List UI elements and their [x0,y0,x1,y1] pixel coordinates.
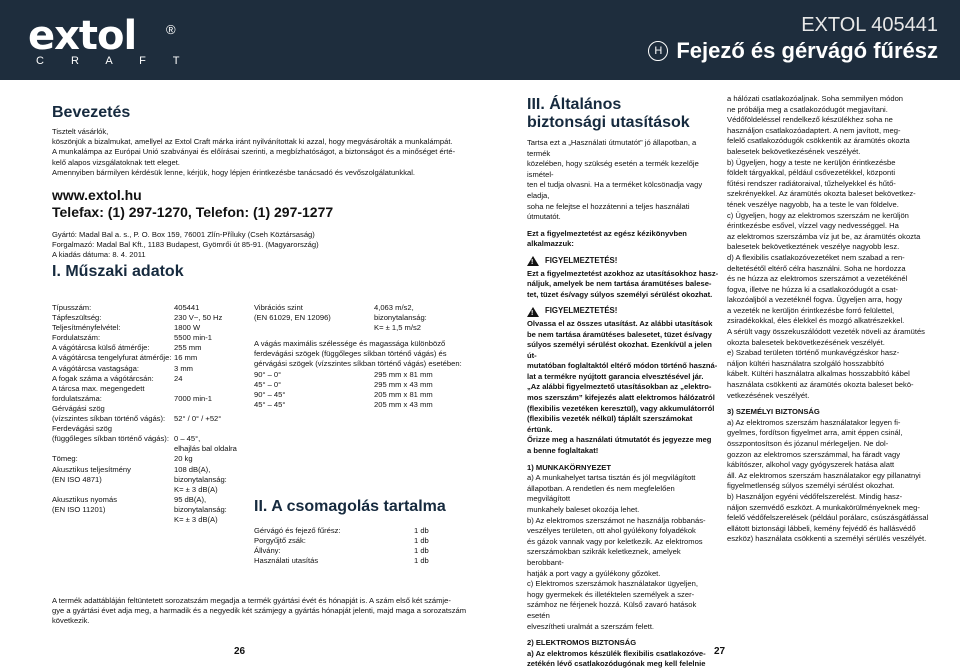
text-line: Tartsa ezt a „Használati útmutatót” jó állapotban, a termék [527,138,697,158]
warning-label: ! FIGYELMEZTETÉS! [527,306,719,317]
text-line: érintkezésbe esővel, vízzel vagy nedvességgel. Ha [727,221,899,231]
table-row [52,444,274,454]
section-subheading: 3) SZEMÉLYI BIZTONSÁG [727,407,820,417]
text-line: ne próbálja meg a csatlakozódugót megjavítani. [727,104,888,114]
text-line: a benne foglaltakat! [527,446,599,456]
manufacturer-line: Gyártó: Madal Bal a. s., P. O. Box 159, 76001 Zlín-Příluky (Cseh Köztársaság) [52,230,315,240]
row-value: 230 V~, 50 Hz [174,313,223,323]
row-value: 1 db [414,556,429,566]
row-label: A vágótárcsa vastagsága: [52,363,139,373]
text-line: c) Elektromos szerszámok használatakor ügyeljen, [527,579,698,589]
row-value [174,424,274,434]
row-value: 295 mm x 81 mm [374,369,433,379]
section-subheading: 1) MUNKAKÖRNYEZET [527,462,611,472]
row-value: 1 db [414,526,429,535]
table-row [52,343,274,353]
text-line: a hálózati csatlakozóaljnak. Soha semmilyen módon [727,94,904,103]
footer-text: A termék adattábláján feltüntetett sorozatszám megadja a termék gyártási évét és hónapját is. A szám első két számje- [52,596,451,605]
row-value: 1800 W [174,323,201,333]
right-column-2 [727,94,941,545]
text-line: Védőföldeléssel rendelkező készülékhez soha ne [727,115,893,125]
page-header [0,0,960,80]
intro-text: Amennyiben bármilyen kérdésük lenne, kérjük, hogy lépjen érintkezésbe tanácsadó és vevőszolgálatunkkal. [52,167,416,177]
cut-text: gérvágási szögek (vízszintes síkban történő vágás) esetében: [254,359,462,369]
row-value: 20 kg [174,454,193,464]
row-label: Ferdevágási szög [52,424,112,434]
row-label: Tömeg: [52,454,78,464]
table-row [254,526,434,536]
text-line: balesetek bekövetkeztének veszélye nagyobb lesz. [727,242,900,252]
text-line: náljon szemvédő eszközt. A munkakörülményeknek meg- [727,502,920,512]
table-row [52,424,274,434]
distributor-line: Forgalmazó: Madal Bal Kft., 1183 Budapest, Gyömrői út 85-91. (Magyarország) [52,240,319,250]
table-row [52,485,274,495]
text-line: Olvassa el az összes utasítást. Az alábbi utasítások [527,318,713,328]
row-label: Fordulatszám: [52,333,101,343]
text-line: alkalmazzuk: [527,239,574,249]
text-line: állapotban. A rendetlen és nem megfelelően megvilágított [527,483,675,504]
text-line: náljuk, amelyek be nem tartása áramütéses balese- [527,279,712,289]
row-label [52,485,174,495]
table-row [52,505,274,515]
intro-text: kelő alapos vizsgálatoknak tett eleget. [52,157,180,167]
row-label: 90° – 0° [254,369,282,379]
text-line: elveszítheti uralmát a szerszám felett. [527,621,655,631]
row-value: 205 mm x 43 mm [374,399,433,409]
row-label: Állvány: [254,546,281,556]
text-line: kábelt. Kültéri használatra alkalmas hosszabbító kábel [727,369,910,379]
row-value: 7000 min-1 [174,393,212,403]
text-line: ellátott biztonsági lábbeli, kemény fejvédő és hallásvédő [727,523,916,533]
cut-table [254,370,464,410]
text-line: fogva, illetve ne húzza ki a csatlakozódugót a csat- [727,284,898,294]
text-line: soha ne felejtse el hozzátenni a teljes használati útmutatót. [527,201,690,222]
intro-text: köszönjük a bizalmukat, amellyel az Extol Craft márka iránt nyilvánítottak ki azzal, hogy megvásárolták a munkalámpát. [52,137,453,147]
text-line: tet, tüzet és/vagy súlyos személyi sérülést okozhat. [527,289,713,299]
row-label: Akusztikus nyomás [52,494,117,504]
text-line: mutatóban foglaltaktól eltérő módon történő haszná- [527,361,718,371]
product-title: Fejező és gérvágó fűrész [676,38,938,63]
text-line: az elektromos szerszámba víz jut be, az áramütés okozta [727,231,921,241]
table-row [52,515,274,525]
text-line: Őrizze meg a használati útmutatót és jegyezze meg [527,435,712,445]
serial-note [52,596,482,626]
row-value: 1 db [414,536,429,546]
text-line: (flexibilis vezetéken keresztül), vagy akkumulátorról [527,403,715,413]
row-value: 295 mm x 43 mm [374,379,433,389]
text-line: zetékén lévő csatlakozódugónak meg kell felelnie [527,659,706,669]
row-label: Tápfeszültség: [52,313,102,323]
table-row [52,454,274,464]
table-row [254,380,464,390]
text-line: b) Használjon egyéni védőfelszerelést. Mindig hasz- [727,491,903,501]
row-value: 255 mm [174,343,202,353]
extol-logo: extol [28,13,137,59]
text-line: súlyos személyi sérülést okozhat. Ezenkívül a jelen út- [527,340,712,360]
text-line: szekrényekkel. Az áramütés okozta baleset bekövetkez- [727,189,916,199]
text-line: veszélyes területen, ott ahol gyúlékony folyadékok [527,526,696,536]
spec-row [254,323,464,333]
right-page [527,96,690,132]
row-value: bizonytalanság: [174,504,227,514]
text-line: közelében, hogy szükség esetén a termék kezelője ismétel- [527,159,699,179]
table-row [52,353,274,363]
spec-row [254,303,464,313]
text-line: munkahely baleset okozója lehet. [527,505,640,514]
row-label: (EN ISO 4871) [52,474,102,484]
vib-value: 4,063 m/s2, [374,303,414,312]
text-line: felelő védőfelszerelések (például porálarc, csúszásgátlással [727,513,929,523]
table-row [254,390,464,400]
warning-triangle-icon: ! [527,256,539,266]
text-line: földelt tárgyakkal, például csővezetékkel, központi [727,168,896,178]
tech-data-heading: I. Műszaki adatok [52,262,184,280]
text-line: lat a termékre nyújtott garancia elvesztésével jár. [527,371,704,381]
row-value: 108 dB(A), [174,464,211,474]
row-label [52,515,174,525]
row-label: (EN ISO 11201) [52,504,106,514]
text-line: a) Az elektromos szerszám használatakor legyen fi- [727,417,901,427]
text-line: b) Az elektromos szerszámot ne használja robbanás- [527,515,706,525]
section-subheading: 2) ELEKTROMOS BIZTONSÁG [527,638,637,648]
left-page [52,104,482,281]
row-value: 205 mm x 81 mm [374,389,433,399]
warning-triangle-icon: ! [527,307,539,317]
text-line: hogy gyermekek és illetéktelen személyek a szer- [527,589,695,599]
vibration-block [254,303,464,410]
text-line: lakozóaljból a vezetéknél fogva. Ügyeljen arra, hogy [727,295,903,305]
table-row [52,374,274,384]
text-line: eszköz) használata csökkenti a személyi sérülés veszélyét. [727,534,927,544]
table-row [254,400,464,410]
row-label: Gérvágó és fejező fűrész: [254,526,341,535]
table-row [52,414,274,424]
row-value: 16 mm [174,353,198,363]
row-label: A fogak száma a vágótárcsán: [52,373,154,383]
intro-heading: Bevezetés [52,104,131,121]
vib-value: K= ± 1,5 m/s2 [374,323,422,333]
row-value: K= ± 3 dB(A) [174,484,218,494]
text-line: A sérült vagy összekuszálódott vezeték növeli az áramütés [727,327,925,337]
text-line: e) Szabad területen történő munkavégzéskor hasz- [727,348,900,358]
right-column-1 [527,138,719,670]
text-line: használata csökkenti az áramütés okozta baleset bekö- [727,380,914,390]
page-number-left: 26 [234,646,246,657]
text-line: gyelmes, fordítson figyelmet arra, amit éppen csinál, [727,428,903,438]
vib-label: Vibrációs szint [254,303,303,312]
text-line: deltetésétől eltérő célra használni. Soha ne hordozza [727,263,906,273]
text-line: és gázok vannak vagy por keletkezik. Az elektromos [527,536,703,546]
page-number-right: 27 [714,646,726,657]
row-value: 52° / 0° / +52° [174,414,222,424]
row-label: Gérvágási szög [52,403,105,413]
row-value: 95 dB(A), [174,494,207,504]
text-line: a) Az elektromos készülék flexibilis csatlakozóve- [527,648,706,658]
table-row [52,303,274,313]
text-line: fűtési rendszer radiátoraival, tűzhelyekkel és hűtő- [727,178,896,188]
text-line: használjon csatlakozóadaptert. A nem javított, meg- [727,125,901,135]
table-row [52,495,274,505]
text-line: okozta balesetek bekövetkezésének veszélyét. [727,337,885,347]
text-line: szerszámokban szikrák keletkeznek, amelyek berobbant- [527,547,681,567]
row-value: 24 [174,373,183,383]
safety-heading: III. Általános [527,96,622,113]
text-line: összpontosítson és józanul mérlegeljen. Ne dol- [727,439,889,448]
text-line: Ezt a figyelmeztetést az egész kézikönyvben [527,228,687,238]
footer-text: gye a gyártási évet adja meg, a harmadik és a negyedik két számjegy a gyártás hónapját jelenti, majd maga a sorozatszám következik. [52,606,467,626]
row-value: 405441 [174,303,200,312]
row-label: 90° – 45° [254,389,286,399]
text-line: hatják a port vagy a gyúlékony gőzöket. [527,568,661,578]
table-row [52,313,274,323]
row-value: elhajlás bal oldalra [174,444,237,454]
title-row [648,38,938,64]
table-row [254,370,464,380]
cut-text: A vágás maximális szélessége és magassága különböző [254,339,446,349]
cut-text: ferdevágási szögek (függőleges síkban történő vágás) és [254,349,447,359]
package-heading: II. A csomagolás tartalma [254,498,446,515]
table-row [254,556,434,566]
row-label: Teljesítményfelvétel: [52,323,121,333]
table-row [52,475,274,485]
text-line: náljon kültéri használatra szolgáló hosszabbító [727,358,885,368]
text-line: b) Ügyeljen, hogy a teste ne kerüljön érintkezésbe [727,157,896,167]
text-line: számhoz ne férjenek hozzá. Külső zavaró hatások esetén [527,600,697,620]
row-value: 5500 min-1 [174,333,212,343]
table-row [254,536,434,546]
phone-line: Telefax: (1) 297-1270, Telefon: (1) 297-1277 [52,204,334,221]
text-line: áll. Az elektromos szerszám használatakor egy pillanatnyi [727,470,921,480]
table-row [52,404,274,414]
row-label: fordulatszáma: [52,393,102,403]
row-label: A vágótárcsa külső átmérője: [52,343,150,353]
text-line: mos szerszám” kifejezés alatt elektromos hálózatról [527,393,715,403]
model-number: EXTOL 405441 [801,14,938,36]
row-label: (vízszintes síkban történő vágás): [52,414,166,424]
vib-value: bizonytalanság: [374,313,427,323]
text-line: d) A flexibilis csatlakozóvezetéket nem szabad a ren- [727,252,905,262]
text-line: ten el tudja olvasni. Ha a terméket kölcsönadja vagy eladja, [527,180,703,200]
table-row [52,465,274,475]
text-line: felelő csatlakozódugók csökkentik az áramütés okozta [727,136,910,146]
text-line: be nem tartása áramütéses balesetet, tüzet és/vagy [527,329,712,339]
warning-label: ! FIGYELMEZTETÉS! [527,256,719,267]
text-line: kábítószer, alkohol vagy gyógyszerek hatása alatt [727,460,895,470]
text-line: (flexibilis vezeték nélkül) táplált szerszámokat értünk. [527,414,693,434]
logo-craft-text: C R A F T [36,55,192,67]
text-line: a vezeték ne kerüljön érintkezésbe forró felülettel, [727,305,895,315]
text-line: „Az alábbi figyelmeztető utasításokban az „elektro- [527,382,712,392]
website-link[interactable]: www.extol.hu [52,187,142,204]
row-label: A tárcsa max. megengedett [52,383,145,393]
table-row [52,364,274,374]
row-label: 45° – 0° [254,379,282,389]
row-value: 1 db [414,546,429,556]
spec-table [52,303,274,525]
package-table [254,526,434,566]
issue-date: A kiadás dátuma: 8. 4. 2011 [52,250,146,260]
table-row [52,434,274,444]
text-line: figyelmetlenség súlyos személyi sérülést okozhat. [727,481,895,491]
safety-heading: biztonsági utasítások [527,114,690,131]
row-value: K= ± 3 dB(A) [174,514,218,524]
language-badge: H [648,41,668,61]
table-row [52,394,274,404]
text-line: és ne húzza az elektromos szerszámot a vezetékénél [727,274,908,284]
row-label: Porgyűjtő zsák: [254,536,306,546]
table-row [52,323,274,333]
text-line: balesetek bekövetkezésének veszélyét. [727,146,861,156]
vib-label: (EN 61029, EN 12096) [254,313,331,323]
row-label: Típusszám: [52,303,92,312]
row-label: Akusztikus teljesítmény [52,464,131,474]
intro-text: Tisztelt vásárlók, [52,127,109,136]
table-row [52,333,274,343]
row-label: 45° – 45° [254,399,286,409]
text-line: Ezt a figyelmeztetést azokhoz az utasításokhoz hasz- [527,268,719,278]
row-value: 0 – 45°, [174,434,201,444]
table-row [52,384,274,394]
spec-row [254,313,464,323]
text-line: a) A munkahelyet tartsa tisztán és jól megvilágított [527,473,696,483]
row-label: A vágótárcsa tengelyfurat átmérője: [52,353,172,363]
row-value: bizonytalanság: [174,474,227,484]
text-line: tének veszélye nagyobb, ha a teste le van földelve. [727,199,899,209]
registered-mark: ® [166,22,176,37]
row-label: Használati utasítás [254,556,319,566]
text-line: vetkezésének veszélyét. [727,390,810,400]
intro-text: A munkalámpa az Európai Unió szabványai és előírásai szerinti, a megbízhatóságot, a biztonságot és a minőséget érté- [52,147,456,157]
text-line: gozzon az elektromos szerszámmal, ha fáradt vagy [727,449,901,459]
text-line: zsiradékokkal, éles élekkel és mozgó alkatrészekkel. [727,316,905,326]
text-line: c) Ügyeljen, hogy az elektromos szerszám ne kerüljön [727,210,909,220]
row-label [52,444,174,454]
row-label: (függőleges síkban történő vágás): [52,434,169,444]
table-row [254,546,434,556]
row-value: 3 mm [174,363,193,373]
